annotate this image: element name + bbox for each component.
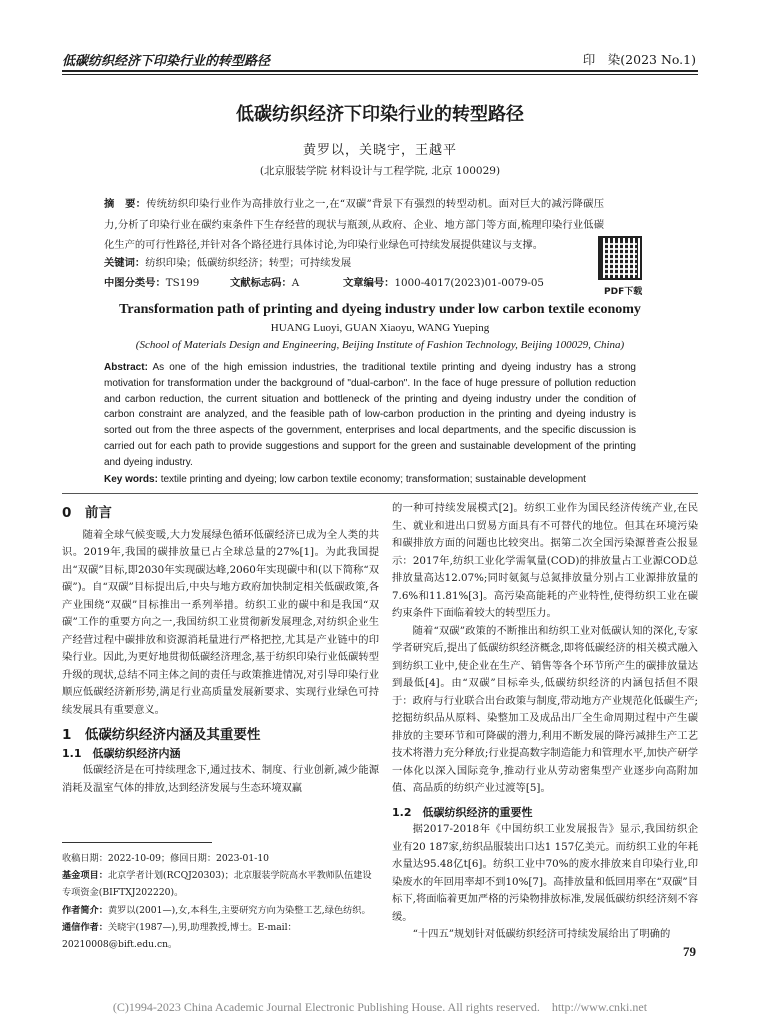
corresponding-author-label: 通信作者： — [62, 921, 108, 933]
keywords-cn — [104, 254, 604, 269]
left-column — [62, 505, 379, 797]
subsection-1-1-heading: 1.1 低碳纺织经济内涵 — [62, 746, 181, 760]
header-rule-thin — [62, 74, 698, 75]
section-0-heading: 0 前言 — [62, 505, 112, 521]
doc-code-label: 文献标志码： — [230, 277, 292, 289]
abstract-en-label: Abstract: — [104, 362, 148, 373]
authors-cn: 黄罗以，关晓宇，王越平 — [302, 143, 457, 158]
right-paragraph-3: 据2017-2018年《中国纺织工业发展报告》显示,我国纺织企业有20 187家,纺织品服装出口达1 157亿美元。而纺织工业的年耗水量达95.48亿t[6]。纺织工业中70%的废水排放来自印染行业,印染废水的年回用率却不到10%[7]。高排放量和低回用率在“双碳”目标下,将面临着更加严格的污染物排放标准,发展低碳纺织经济刻不容缓。 — [392, 823, 698, 923]
header-rule — [62, 70, 698, 72]
section-1-heading: 1 低碳纺织经济内涵及其重要性 — [62, 727, 261, 743]
keywords-cn-label: 关键词： — [104, 257, 146, 269]
corresponding-author-text[interactable]: 关晓宇(1987—),男,助理教授,博士。E-mail：20210008@bift.edu.cn。 — [62, 921, 297, 951]
keywords-en-label: Key words: — [104, 474, 158, 485]
keywords-en-text: textile printing and dyeing; low carbon textile economy; transformation; sustainable development — [160, 474, 586, 485]
running-header-title: 低碳纺织经济下印染行业的转型路径 — [62, 54, 271, 69]
page-number: 79 — [683, 944, 696, 959]
abstract-en-text: As one of the high emission industries, the traditional textile printing and dyeing industry has a strong motivation for transformation under the background of "dual-carbon". In the face of huge pressure of pollution reduction and carbon reduction, the current situation and bottleneck of the printing and dyeing industry under the condition of carbon constraint are analyzed, and the feasible path of low-carbon production in the printing and dyeing industry is sorted out from the three aspects of the government, enterprises and local departments, and the specific discussion is carried out for each path to provide suggestions and support for the green and sustainable development of the printing and dyeing industry. — [104, 362, 636, 468]
author-bio-label: 作者简介： — [62, 904, 108, 916]
clc-label: 中图分类号： — [104, 277, 166, 289]
right-paragraph-1: 的一种可持续发展模式[2]。纺织工业作为国民经济传统产业,在民生、就业和进出口贸易方面具有不可替代的地位。但其在环境污染和碳排放方面的问题也比较突出。据第二次全国污染源普查公报显示：2017年,纺织工业化学需氧量(COD)的排放量占工业源COD总排放量高达12.07%;同时氨氮与总氮排放量分别占工业源排放量的7.6%和11.81%[3]。高污染高能耗的产业特性,使得纺织工业在碳约束条件下面临着较大的转型压力。 — [392, 502, 698, 619]
article-id-value: 1000-4017(2023)01-0079-05 — [394, 277, 544, 289]
pdf-download-label[interactable]: PDF下载 — [604, 287, 643, 297]
right-paragraph-2: 随着“双碳”政策的不断推出和纺织工业对低碳认知的深化,专家学者研究后,提出了低碳纺织经济概念,即将低碳经济的相关模式融入到纺织工业中,使企业在生产、销售等各个环节所产生的碳排放量达到最低[4]。由“双碳”目标牵头,低碳纺织经济的内涵包括但不限于：政府与行业联合出台政策与制度,带动地方产业规范化低碳生产;挖掘纺织品从原料、染整加工及成品出厂全生命周期过程中产生碳排放的主要环节和可降碳的潜力,利用不断发展的降污减排生产工艺技术将潜力充分释放;行业提高数字制造能力和管理水平,加快产研学一体化以深入国际竞争,推动行业从劳动密集型产业逐步向高附加值、高品质的纺织产业过渡等[5]。 — [392, 624, 698, 794]
fund-text: 北京学者计划(RCQJ20303)；北京服装学院高水平教师队伍建设专项资金(BIFTXJ202220)。 — [62, 870, 372, 899]
right-column — [392, 500, 698, 944]
paper-title-cn: 低碳纺织经济下印染行业的转型路径 — [236, 104, 524, 125]
affiliation-en: (School of Materials Design and Engineering, Beijing Institute of Fashion Technology, Beijing 100029, China) — [135, 339, 625, 351]
abstract-separator — [62, 493, 698, 494]
abstract-cn-label: 摘 要： — [104, 198, 147, 210]
fund-label: 基金项目： — [62, 870, 108, 882]
paper-title-en: Transformation path of printing and dyeing industry under low carbon textile economy — [119, 302, 641, 317]
right-paragraph-4: “十四五”规划针对低碳纺织经济可持续发展给出了明确的 — [412, 928, 671, 940]
section-1-1-paragraph: 低碳经济是在可持续理念下,通过技术、制度、行业创新,减少能源消耗及温室气体的排放,达到经济发展与生态环境双赢 — [62, 764, 379, 794]
qr-code-icon[interactable] — [598, 236, 642, 280]
keywords-cn-text: 纺织印染；低碳纺织经济；转型；可持续发展 — [145, 257, 352, 269]
copyright-footer: (C)1994-2023 China Academic Journal Electronic Publishing House. All rights reserved. http://www.cnki.net — [112, 1000, 648, 1014]
authors-en: HUANG Luoyi, GUAN Xiaoyu, WANG Yueping — [270, 322, 490, 334]
subsection-1-2-heading: 1.2 低碳纺织经济的重要性 — [392, 805, 533, 819]
received-date: 收稿日期：2022-10-09；修回日期：2023-01-10 — [62, 853, 270, 864]
footnote-rule — [62, 842, 212, 843]
footnotes — [62, 850, 379, 953]
abstract-en — [104, 360, 636, 471]
affiliation-cn: (北京服装学院 材料设计与工程学院, 北京 100029) — [259, 165, 501, 177]
classification-row — [104, 274, 604, 289]
author-bio-text: 黄罗以(2001—),女,本科生,主要研究方向为染整工艺,绿色纺织。 — [107, 904, 371, 916]
article-id-label: 文章编号： — [343, 277, 395, 289]
section-0-paragraph: 随着全球气候变暖,大力发展绿色循环低碳经济已成为全人类的共识。2019年,我国的碳排放量已占全球总量的27%[1]。为此我国提出“双碳”目标,即2030年实现碳达峰,2060年实现碳中和(以下简称“双碳”)。自“双碳”目标提出后,中央与地方政府加快制定相关低碳政策,各产业围绕“双碳”目标推出一系列举措。纺织工业的碳中和是我国“双碳”工作的重要方向之一,我国纺织工业贯彻新发展理念,对纺织企业生产经营过程中碳排放和资源消耗量进行严格把控,尤其是产业链中的印染行业。因此,为更好地贯彻低碳经济理念,基于纺织印染行业低碳转型升级的现状,总结不同主体之间的责任与政策推进情况,对引导印染行业顺应低碳经济新形势,满足行业高质量发展新要求、实现行业绿色可持续发展具有重要意义。 — [62, 528, 379, 716]
doc-code-value: A — [291, 277, 300, 289]
keywords-en — [104, 474, 644, 485]
abstract-cn — [104, 194, 604, 256]
abstract-cn-text: 传统纺织印染行业作为高排放行业之一,在“双碳”背景下有强烈的转型动机。面对巨大的减污降碳压力,分析了印染行业在碳约束条件下生存经营的现状与瓶颈,从政府、企业、地方部门等方面,梳理印染行业低碳化生产的可行性路径,并针对各个路径进行具体讨论,为印染行业绿色可持续发展提供建议与支撑。 — [104, 198, 604, 252]
running-header-journal: 印 染(2023 No.1) — [582, 52, 696, 67]
clc-value: TS199 — [165, 277, 200, 289]
